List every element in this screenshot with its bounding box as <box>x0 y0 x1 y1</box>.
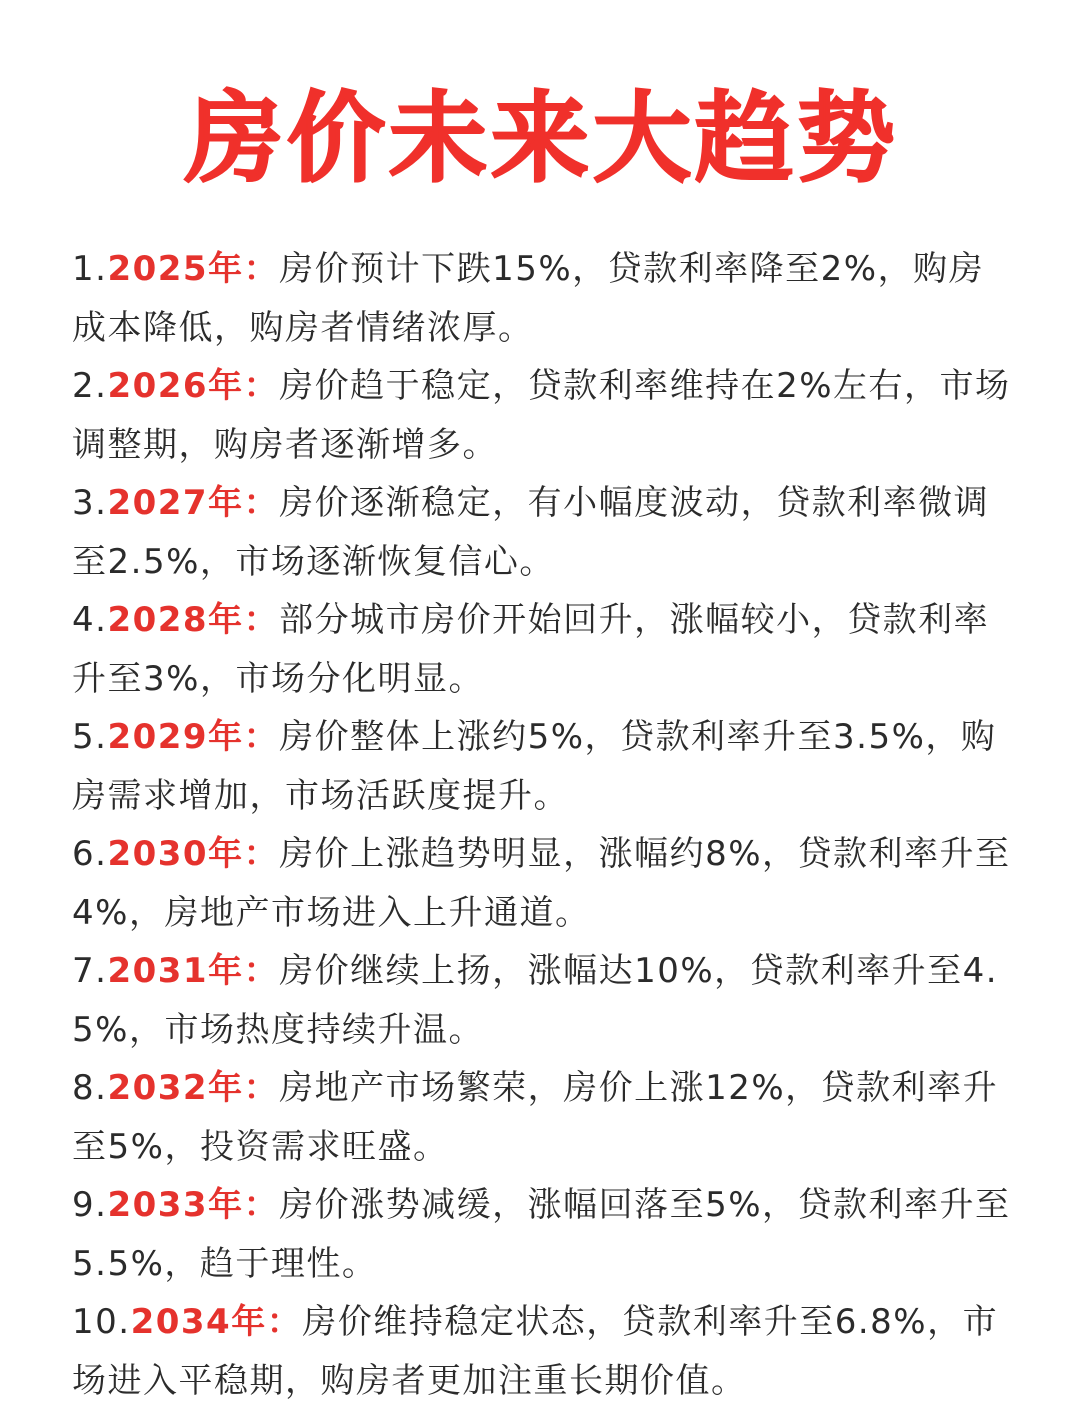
list-item <box>72 357 1012 474</box>
list-item <box>72 1059 1012 1176</box>
item-year: 2026年： <box>107 366 280 406</box>
item-text: 房价整体上涨约5%，贷款利率升至3.5%，购房需求增加，市场活跃度提升。 <box>72 717 997 816</box>
list-item <box>72 708 1012 825</box>
item-year: 2030年： <box>107 834 280 874</box>
item-year: 2034年： <box>130 1302 303 1342</box>
item-number: 9. <box>72 1185 108 1225</box>
list-item <box>72 1176 1012 1293</box>
item-text: 房价预计下跌15%，贷款利率降至2%，购房成本降低，购房者情绪浓厚。 <box>72 249 985 348</box>
trend-list <box>72 240 1012 1410</box>
item-text: 房价趋于稳定，贷款利率维持在2%左右，市场调整期，购房者逐渐增多。 <box>72 366 1011 465</box>
item-text: 房价继续上扬，涨幅达10%，贷款利率升至4.5%，市场热度持续升温。 <box>72 951 999 1050</box>
page-title: 房价未来大趋势 <box>184 82 899 196</box>
item-number: 2. <box>72 366 108 406</box>
item-year: 2031年： <box>107 951 280 991</box>
item-number: 1. <box>72 249 108 289</box>
item-year: 2028年： <box>107 600 280 640</box>
item-number: 4. <box>72 600 108 640</box>
item-text: 部分城市房价开始回升，涨幅较小，贷款利率升至3%，市场分化明显。 <box>72 600 990 699</box>
item-text: 房价逐渐稳定，有小幅度波动，贷款利率微调至2.5%，市场逐渐恢复信心。 <box>72 483 990 582</box>
item-text: 房价维持稳定状态，贷款利率升至6.8%，市场进入平稳期，购房者更加注重长期价值。 <box>72 1302 999 1401</box>
item-number: 5. <box>72 717 108 757</box>
item-year: 2032年： <box>107 1068 280 1108</box>
list-item <box>72 474 1012 591</box>
item-number: 3. <box>72 483 108 523</box>
list-item <box>72 591 1012 708</box>
item-number: 10. <box>72 1302 131 1342</box>
list-item <box>72 1293 1012 1410</box>
item-number: 8. <box>72 1068 108 1108</box>
item-year: 2033年： <box>107 1185 280 1225</box>
list-item <box>72 942 1012 1059</box>
item-text: 房地产市场繁荣，房价上涨12%，贷款利率升至5%，投资需求旺盛。 <box>72 1068 999 1167</box>
list-item <box>72 240 1012 357</box>
list-item <box>72 825 1012 942</box>
item-year: 2029年： <box>107 717 280 757</box>
item-year: 2025年： <box>107 249 280 289</box>
item-number: 6. <box>72 834 108 874</box>
item-text: 房价上涨趋势明显，涨幅约8%，贷款利率升至4%，房地产市场进入上升通道。 <box>72 834 1011 933</box>
item-number: 7. <box>72 951 108 991</box>
item-text: 房价涨势减缓，涨幅回落至5%，贷款利率升至5.5%，趋于理性。 <box>72 1185 1011 1284</box>
item-year: 2027年： <box>107 483 280 523</box>
